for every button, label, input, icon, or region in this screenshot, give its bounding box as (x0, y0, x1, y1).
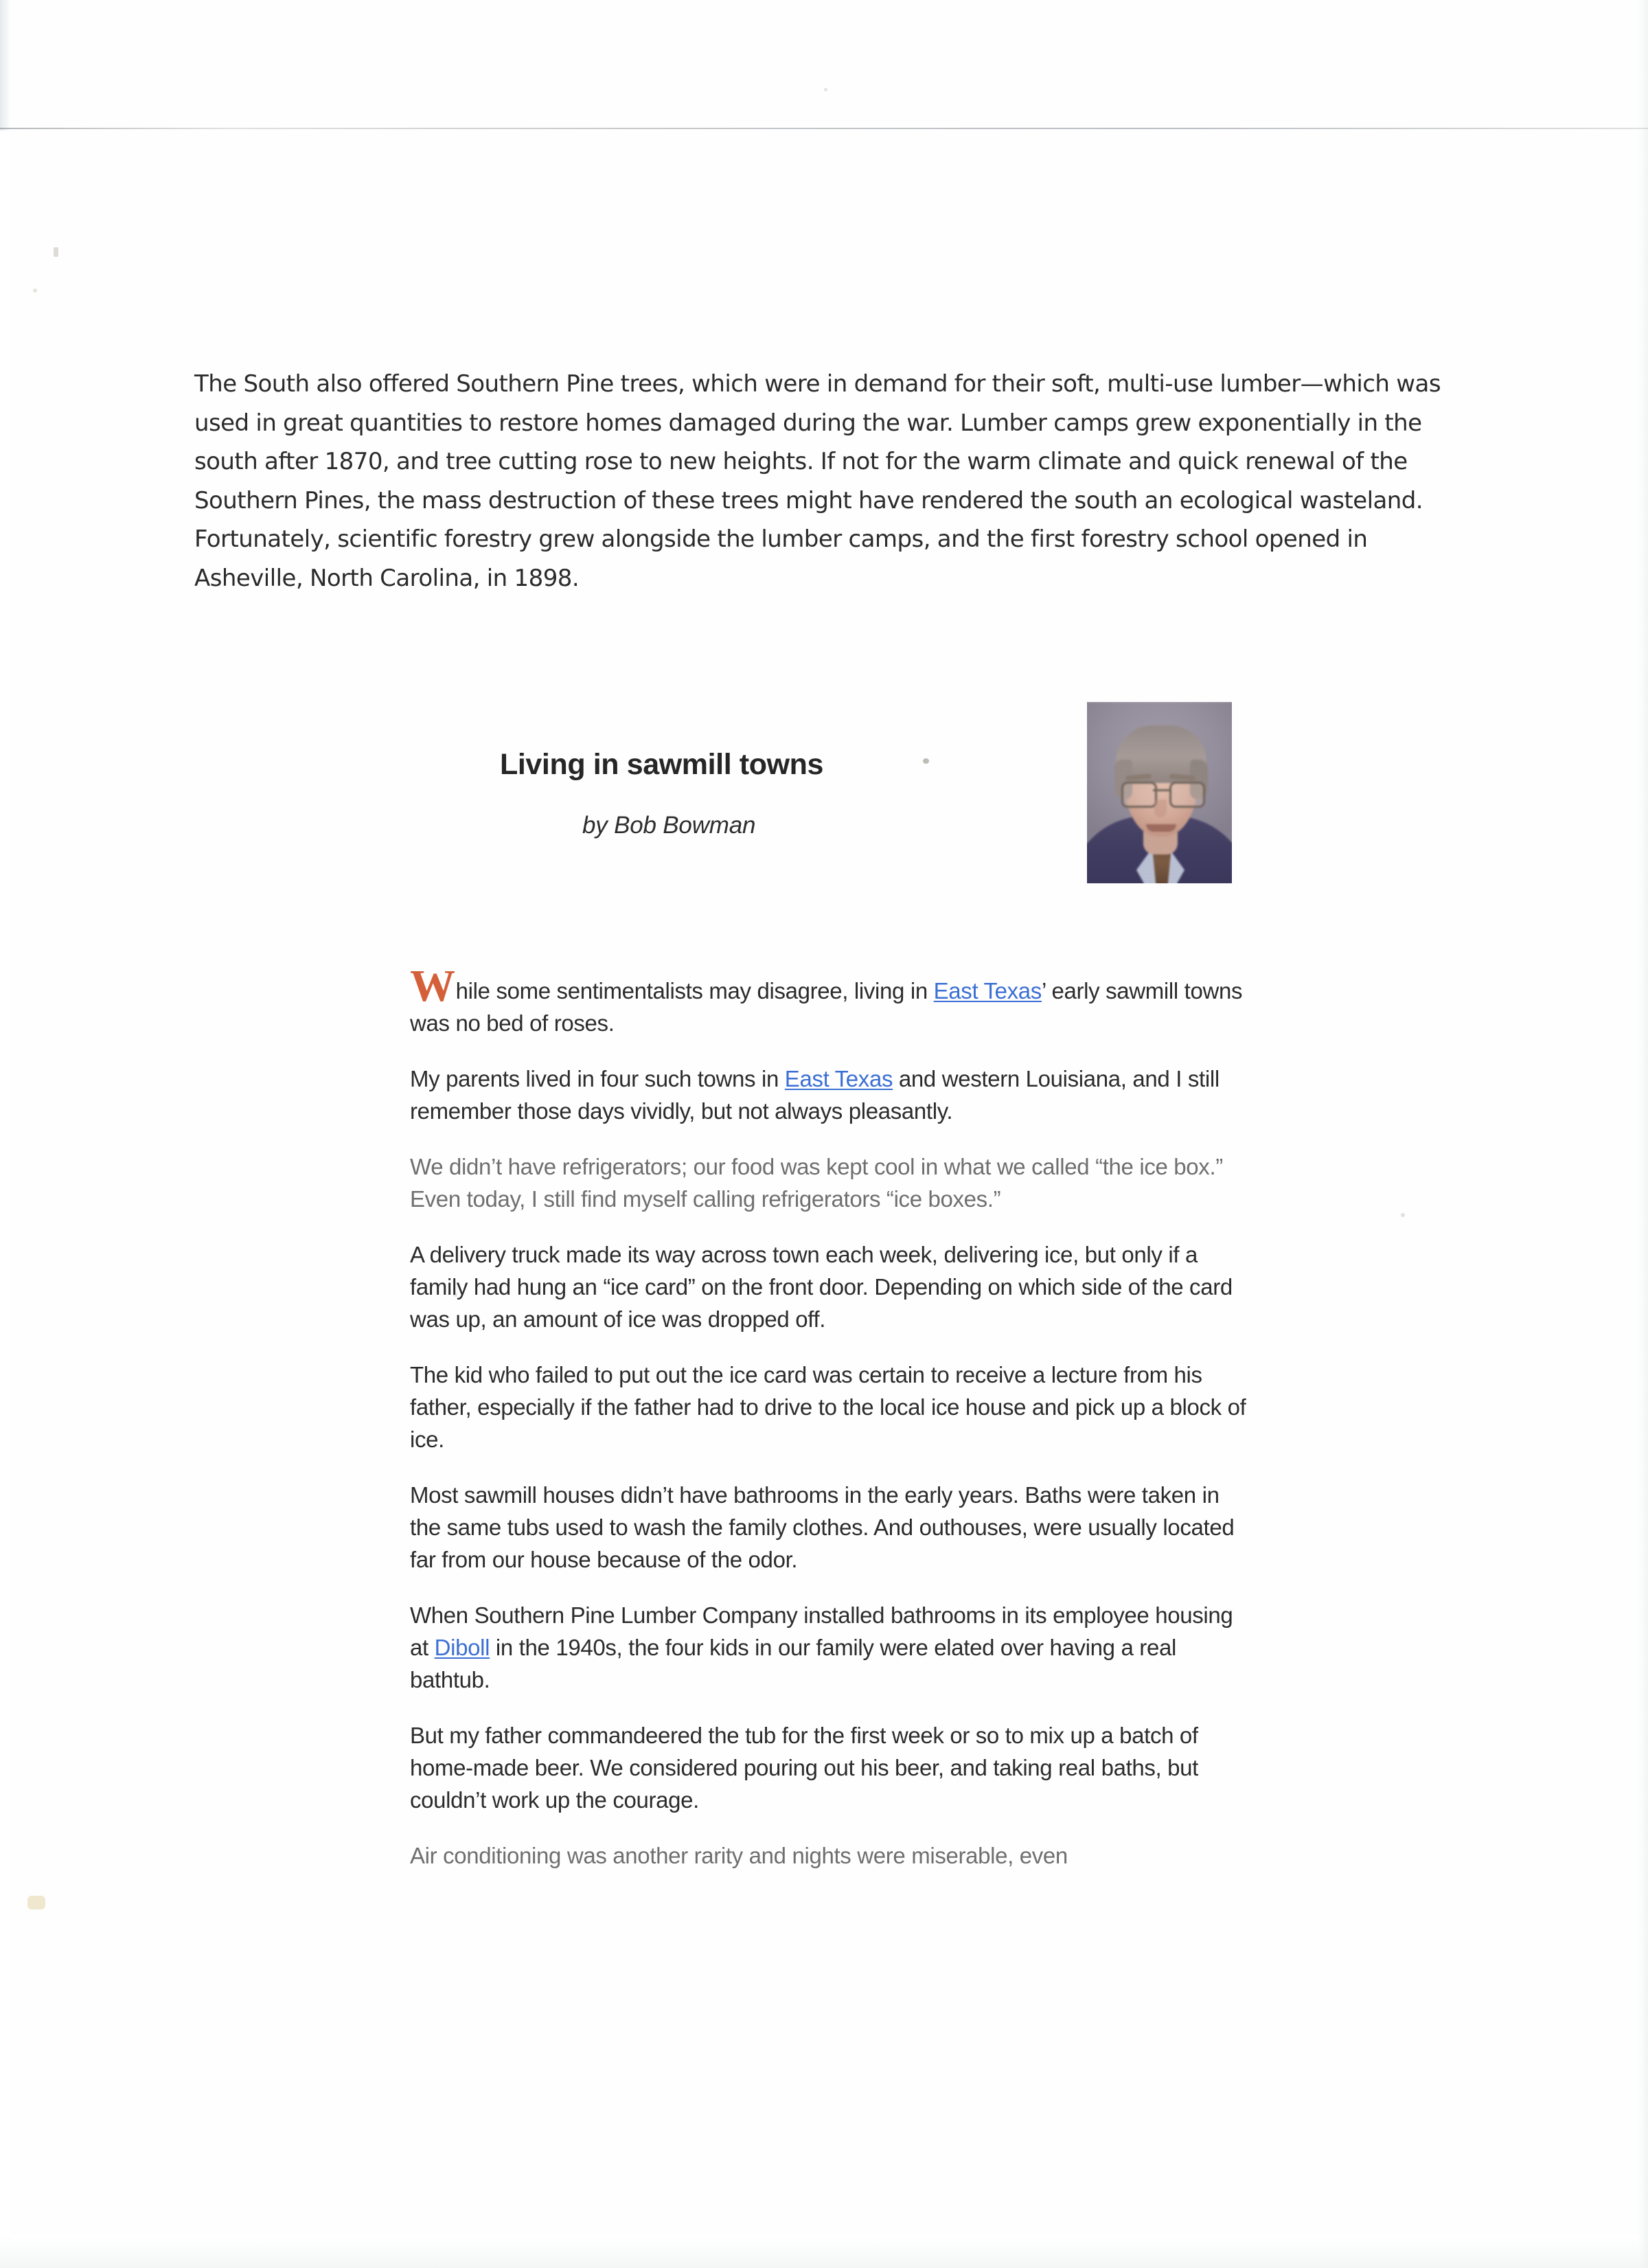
scan-speck (27, 1896, 45, 1909)
scan-edge-right (1638, 0, 1648, 2268)
scan-speck (33, 288, 37, 293)
paragraph-text: When Southern Pine Lumber Company installed bathrooms in its employee housing at (410, 1602, 1233, 1660)
inline-link-diboll[interactable]: Diboll (434, 1635, 490, 1660)
intro-paragraph: The South also offered Southern Pine trees, which were in demand for their soft, multi-use lumber—which was used in great quantities to restore homes damaged during the war. Lumber camps grew exponentially in the south after 1870, and tree cutting rose to new heights. If not for the warm climate and quick renewal of the Southern Pines, the mass destruction of these trees might have rendered the south an ecological wasteland. Fortunately, scientific forestry grew alongside the lumber camps, and the first forestry school opened in Asheville, North Carolina, in 1898. (194, 370, 1441, 592)
article-byline: by Bob Bowman (582, 812, 756, 839)
scan-edge-left (0, 0, 11, 131)
portrait-blur-overlay (1087, 702, 1232, 883)
paragraph-text: We didn’t have refrigerators; our food was kept cool in what we called “the ice box.” Even today, I still find myself calling refrigerators “ice boxes.” (410, 1154, 1223, 1212)
article-paragraph (410, 1063, 1251, 1127)
article-paragraph (410, 1719, 1251, 1816)
scan-speck (1401, 1213, 1405, 1217)
scan-edge-bottom (0, 2236, 1648, 2268)
article-paragraph (410, 1839, 1251, 1872)
article-paragraph (410, 961, 1251, 1039)
scan-speck (824, 88, 827, 91)
paragraph-text: But my father commandeered the tub for the first week or so to mix up a batch of home-made beer. We considered pouring out his beer, and taking real baths, but couldn’t work up the courage. (410, 1723, 1199, 1813)
article-paragraph (410, 1150, 1251, 1215)
inline-link-east-texas[interactable]: East Texas (784, 1066, 893, 1091)
author-portrait-photo (1087, 702, 1232, 883)
scan-speck (54, 247, 58, 257)
paragraph-text: The kid who failed to put out the ice card was certain to receive a lecture from his father, especially if the father had to drive to the local ice house and pick up a block of ice. (410, 1362, 1246, 1452)
drop-cap: W (410, 961, 455, 1011)
article-body (410, 961, 1251, 1895)
paragraph-text: hile some sentimentalists may disagree, living in (455, 978, 934, 1003)
paragraph-text: Most sawmill houses didn’t have bathrooms in the early years. Baths were taken in the same tubs used to wash the family clothes. And outhouses, were usually located far from our house because of the odor. (410, 1482, 1235, 1572)
paragraph-text: Air conditioning was another rarity and nights were miserable, even (410, 1843, 1068, 1868)
article-paragraph (410, 1599, 1251, 1696)
article-title: Living in sawmill towns (500, 747, 824, 781)
inline-link-east-texas[interactable]: East Texas (933, 978, 1042, 1003)
article-paragraph (410, 1479, 1251, 1576)
paragraph-text: My parents lived in four such towns in (410, 1066, 785, 1091)
scan-speck (923, 758, 929, 764)
article-paragraph (410, 1359, 1251, 1455)
paragraph-text: A delivery truck made its way across town each week, delivering ice, but only if a family had hung an “ice card” on the front door. Depending on which side of the card was up, an amount of ice was dropped off. (410, 1242, 1233, 1332)
paragraph-text: and western Louisiana, and I still remember those days vividly, but not always pleasantly. (410, 1066, 1220, 1124)
article-paragraph (410, 1238, 1251, 1335)
scan-artifact-line (0, 128, 1648, 129)
paragraph-text: in the 1940s, the four kids in our family were elated over having a real bathtub. (410, 1635, 1176, 1692)
paragraph-text: ’ early sawmill towns was no bed of roses. (410, 978, 1243, 1036)
